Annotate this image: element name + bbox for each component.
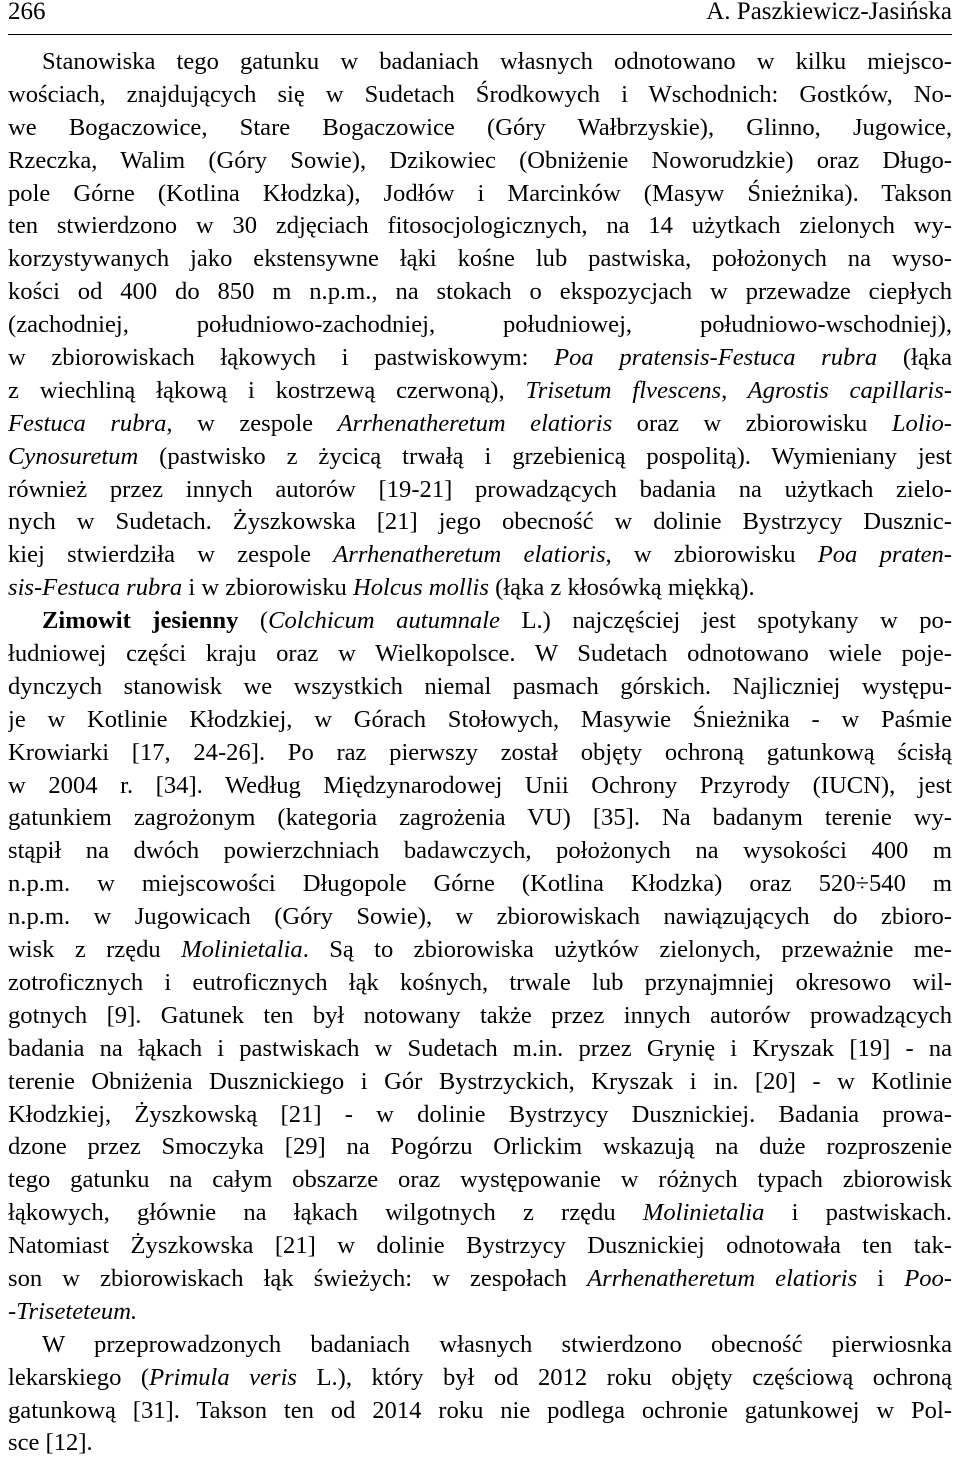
text-line <box>8 474 952 507</box>
text-run: tego gatunku na całym obszarze oraz występowanie w różnych typach zbiorowisk <box>8 1166 952 1194</box>
text-line <box>8 112 952 145</box>
text-line <box>8 210 952 243</box>
text-run: lekarskiego ( <box>8 1363 150 1391</box>
text-run: (zachodniej, południowo-zachodniej, południowej, południowo-wschodniej), <box>8 311 952 339</box>
text-line <box>8 506 952 539</box>
text-run: sce [12]. <box>8 1429 93 1457</box>
text-run: n.p.m. w miejscowości Długopole Górne (Kotlina Kłodzka) oraz 520÷540 m <box>8 870 952 898</box>
text-run: stąpił na dwóch powierzchniach badawczych, położonych na wysokości 400 m <box>8 837 952 865</box>
text-run: wisk z rzędu <box>8 936 182 964</box>
text-line <box>8 1000 952 1033</box>
text-run: kiej stwierdziła w zespole <box>8 541 334 569</box>
text-line <box>8 276 952 309</box>
text-line <box>8 1099 952 1132</box>
text-line <box>8 1395 952 1428</box>
italic-text: Poo- <box>904 1264 952 1292</box>
text-line <box>8 967 952 1000</box>
text-line <box>8 1197 952 1230</box>
text-line <box>8 342 952 375</box>
italic-text: -Triseteteum. <box>8 1297 138 1325</box>
italic-text: Colchicum autumnale <box>268 607 500 635</box>
italic-text: Molinietalia <box>181 936 303 964</box>
text-run: . Są to zbiorowiska użytków zielonych, przeważnie me- <box>302 936 952 964</box>
text-line <box>8 802 952 835</box>
text-run: korzystywanych jako ekstensywne łąki kośne lub pastwiska, położonych na wyso- <box>8 245 952 273</box>
text-run: (łąka <box>877 344 952 372</box>
text-line <box>8 934 952 967</box>
text-line <box>8 408 952 441</box>
text-run: we Bogaczowice, Stare Bogaczowice (Góry Wałbrzyskie), Glinno, Jugowice, <box>8 113 952 141</box>
text-run: L.) najczęściej jest spotykany w po- <box>499 607 952 635</box>
text-run: gatunkową [31]. Takson ten od 2014 roku nie podlega ochronie gatunkowej w Pol- <box>8 1396 952 1424</box>
italic-text: Arrhenatheretum elatioris <box>587 1264 858 1292</box>
text-run: zotroficznych i eutroficznych łąk kośnych, trwale lub przynajmniej okresowo wil- <box>8 968 952 996</box>
text-run: gatunkiem zagrożonym (kategoria zagrożenia VU) [35]. Na badanym terenie wy- <box>8 804 952 832</box>
text-run: i pastwiskach. <box>764 1199 952 1227</box>
text-run: Krowiarki [17, 24-26]. Po raz pierwszy został objęty ochroną gatunkową ścisłą <box>8 738 952 766</box>
text-line <box>8 243 952 276</box>
text-run: (łąka z kłosówką miękką). <box>488 574 755 602</box>
text-run: Natomiast Żyszkowska [21] w dolinie Bystrzycy Dusznickiej odnotowała ten tak- <box>8 1232 952 1260</box>
text-run: dzone przez Smoczyka [29] na Pogórzu Orlickim wskazują na duże rozproszenie <box>8 1133 952 1161</box>
text-line <box>8 1362 952 1395</box>
text-line <box>8 441 952 474</box>
italic-text: Poa pratensis-Festuca rubra <box>554 344 878 372</box>
italic-text: Poa praten- <box>817 541 952 569</box>
text-run: w 2004 r. [34]. Według Międzynarodowej Unii Ochrony Przyrody (IUCN), jest <box>8 771 952 799</box>
text-run: Rzeczka, Walim (Góry Sowie), Dzikowiec (Obniżenie Noworudzkie) oraz Długo- <box>8 146 952 174</box>
running-head-author: A. Paszkiewicz-Jasińska <box>706 0 952 25</box>
text-run: , w zespole <box>166 409 338 437</box>
text-line <box>8 901 952 934</box>
text-run: łudniowej części kraju oraz w Wielkopolsce. W Sudetach odnotowano wiele poje- <box>8 640 952 668</box>
text-run: , w zbiorowisku <box>605 541 818 569</box>
text-line <box>8 1263 952 1296</box>
text-line <box>8 737 952 770</box>
text-run: ( <box>238 607 269 635</box>
text-line <box>8 309 952 342</box>
italic-text: Holcus mollis <box>352 574 489 602</box>
text-line <box>8 572 952 605</box>
italic-text: Festuca rubra <box>8 409 167 437</box>
page-number: 266 <box>8 0 46 25</box>
text-line <box>8 671 952 704</box>
text-line <box>8 1427 952 1460</box>
text-run: badania na łąkach i pastwiskach w Sudetach m.in. przez Grynię i Kryszak [19] - na <box>8 1034 952 1062</box>
text-run: son w zbiorowiskach łąk świeżych: w zespołach <box>8 1264 588 1292</box>
text-run: W przeprowadzonych badaniach własnych stwierdzono obecność pierwiosnka <box>42 1330 952 1358</box>
text-line <box>8 868 952 901</box>
text-line <box>8 770 952 803</box>
text-run: L.), który był od 2012 roku objęty częściową ochroną <box>297 1363 952 1391</box>
italic-text: Primula veris <box>149 1363 297 1391</box>
text-line <box>8 1329 952 1362</box>
text-run: ten stwierdzono w 30 zdjęciach fitosocjologicznych, na 14 użytkach zielonych wy- <box>8 212 952 240</box>
text-run: i w zbiorowisku <box>182 574 353 602</box>
text-run: n.p.m. w Jugowicach (Góry Sowie), w zbiorowiskach nawiązujących do zbioro- <box>8 903 952 931</box>
text-line <box>8 704 952 737</box>
text-run: w zbiorowiskach łąkowych i pastwiskowym: <box>8 344 555 372</box>
text-line <box>8 79 952 112</box>
text-run: pole Górne (Kotlina Kłodzka), Jodłów i Marcinków (Masyw Śnieżnika). Takson <box>8 179 952 207</box>
text-run: (pastwisko z życicą trwałą i grzebienicą pospolitą). Wymieniany jest <box>138 442 952 470</box>
italic-text: Molinietalia <box>642 1199 765 1227</box>
text-run: oraz w zbiorowisku <box>612 409 892 437</box>
text-line <box>8 375 952 408</box>
running-header <box>8 0 952 35</box>
text-line <box>8 1164 952 1197</box>
text-run: dynczych stanowisk we wszystkich niemal pasmach górskich. Najliczniej występu- <box>8 672 952 700</box>
text-line <box>8 638 952 671</box>
body-text <box>8 46 952 1460</box>
text-run: wościach, znajdujących się w Sudetach Środkowych i Wschodnich: Gostków, No- <box>8 80 952 108</box>
text-run: je w Kotlinie Kłodzkiej, w Górach Stołowych, Masywie Śnieżnika - w Paśmie <box>8 705 952 733</box>
text-run: z wiechliną łąkową i kostrzewą czerwoną), <box>8 376 526 404</box>
italic-text: Lolio- <box>891 409 952 437</box>
italic-text: Arrhenatheretum elatioris <box>333 541 606 569</box>
text-line <box>8 1066 952 1099</box>
text-run: Stanowiska tego gatunku w badaniach własnych odnotowano w kilku miejsco- <box>42 48 952 75</box>
text-line <box>8 1131 952 1164</box>
italic-text: Cynosuretum <box>8 442 139 470</box>
text-line <box>8 1296 952 1329</box>
text-run: nych w Sudetach. Żyszkowska [21] jego obecność w dolinie Bystrzycy Dusznic- <box>8 508 952 536</box>
text-line <box>8 178 952 211</box>
text-line <box>8 46 952 79</box>
text-line <box>8 605 952 638</box>
text-line <box>8 539 952 572</box>
italic-text: sis-Festuca rubra <box>8 574 183 602</box>
text-run: kości od 400 do 850 m n.p.m., na stokach o ekspozycjach w przewadze ciepłych <box>8 278 952 306</box>
text-line <box>8 1230 952 1263</box>
italic-text: Trisetum flvescens, Agrostis capillaris- <box>525 376 952 404</box>
italic-text: Arrhenatheretum elatioris <box>337 409 613 437</box>
text-line <box>8 145 952 178</box>
text-line <box>8 1033 952 1066</box>
text-line <box>8 835 952 868</box>
text-run: terenie Obniżenia Dusznickiego i Gór Bystrzyckich, Kryszak i in. [20] - w Kotlinie <box>8 1067 952 1095</box>
text-run: gotnych [9]. Gatunek ten był notowany także przez innych autorów prowadzących <box>8 1001 952 1029</box>
bold-text: Zimowit jesienny <box>42 607 239 635</box>
text-run: również przez innych autorów [19-21] prowadzących badania na użytkach zielo- <box>8 475 952 503</box>
text-run: łąkowych, głównie na łąkach wilgotnych z rzędu <box>8 1199 643 1227</box>
text-run: Kłodzkiej, Żyszkowską [21] - w dolinie Bystrzycy Dusznickiej. Badania prowa- <box>8 1100 952 1128</box>
text-run: i <box>857 1264 905 1292</box>
